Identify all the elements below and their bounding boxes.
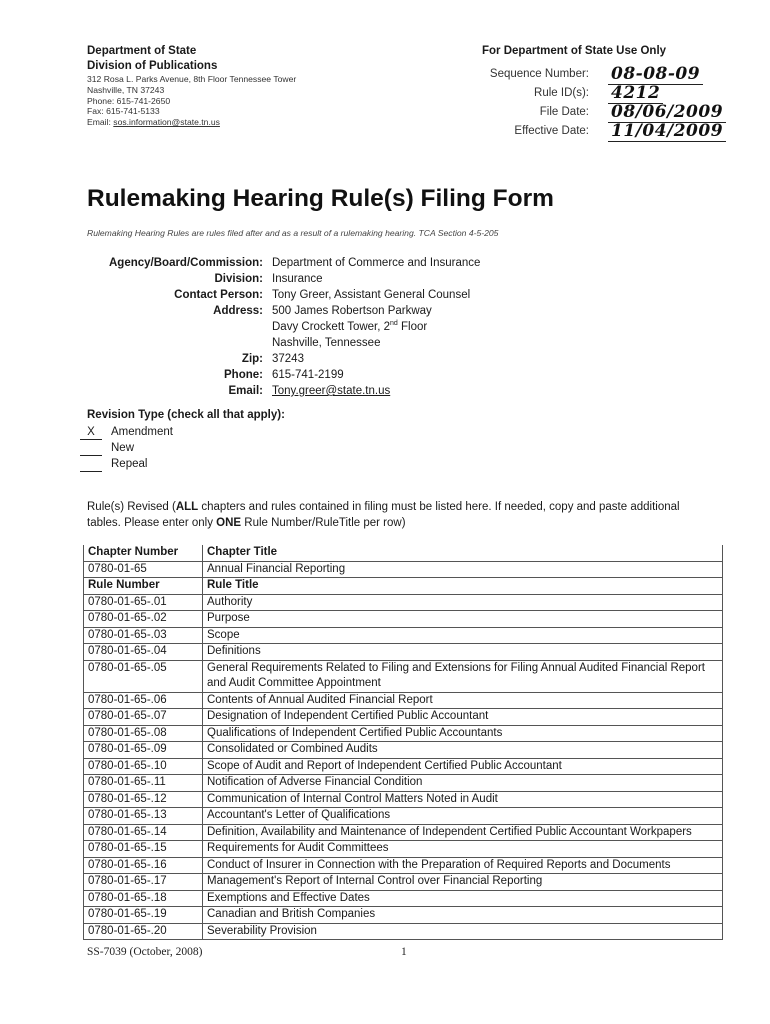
sequence-number-value: 08-08-09 xyxy=(608,64,703,85)
state-use-header: For Department of State Use Only xyxy=(482,45,667,57)
rules-table xyxy=(83,545,723,940)
rules-instr-pre: Rule(s) Revised ( xyxy=(87,501,176,513)
form-id: SS-7039 (October, 2008) xyxy=(87,946,203,958)
zip-row xyxy=(87,351,727,367)
chapter-title-header: Chapter Title xyxy=(203,545,723,561)
address-line-2 xyxy=(272,319,427,335)
rule-title-header: Rule Title xyxy=(203,578,723,595)
table-row xyxy=(84,758,723,775)
email-row xyxy=(87,383,727,399)
table-row xyxy=(84,808,723,825)
email-link[interactable]: Tony.greer@state.tn.us xyxy=(272,385,391,397)
file-date-label: File Date: xyxy=(539,106,589,118)
table-row xyxy=(84,857,723,874)
rule-number-cell[interactable]: 0780-01-65-.20 xyxy=(84,923,203,940)
rule-header-row xyxy=(84,578,723,595)
repeal-checkbox[interactable] xyxy=(80,457,102,472)
phone-label: Phone: xyxy=(224,369,263,381)
rule-number-cell[interactable]: 0780-01-65-.18 xyxy=(84,890,203,907)
department-address: 312 Rosa L. Parks Avenue, 8th Floor Tennessee Tower xyxy=(87,74,297,84)
amendment-label: Amendment xyxy=(111,426,174,438)
rule-title-cell[interactable]: Qualifications of Independent Certified Public Accountants xyxy=(203,725,723,742)
rule-number-cell[interactable]: 0780-01-65-.15 xyxy=(84,841,203,858)
rule-number-cell[interactable]: 0780-01-65-.11 xyxy=(84,775,203,792)
rule-title-cell[interactable]: Scope xyxy=(203,627,723,644)
rule-title-cell[interactable]: General Requirements Related to Filing and Extensions for Filing Annual Audited Financial Report and Audit Committee Appointment xyxy=(203,660,723,692)
rules-instr-one: ONE xyxy=(216,516,242,529)
table-row xyxy=(84,890,723,907)
rule-title-cell[interactable]: Definition, Availability and Maintenance of Independent Certified Public Accountant Workpapers xyxy=(203,824,723,841)
chapter-header-row xyxy=(84,545,723,561)
division-label: Division: xyxy=(214,273,263,285)
rule-number-cell[interactable]: 0780-01-65-.05 xyxy=(84,660,203,692)
zip-label: Zip: xyxy=(241,353,263,365)
table-row xyxy=(84,742,723,759)
address-line-1: 500 James Robertson Parkway xyxy=(272,305,432,317)
rule-id-value: 4212 xyxy=(608,83,663,104)
address-line-3: Nashville, Tennessee xyxy=(272,337,381,349)
table-row xyxy=(84,907,723,924)
new-checkbox[interactable] xyxy=(80,441,102,456)
agency-label: Agency/Board/Commission: xyxy=(109,257,263,269)
rule-title-cell[interactable]: Consolidated or Combined Audits xyxy=(203,742,723,759)
rule-number-cell[interactable]: 0780-01-65-.10 xyxy=(84,758,203,775)
rule-number-cell[interactable]: 0780-01-65-.04 xyxy=(84,644,203,661)
phone-row xyxy=(87,367,727,383)
rule-id-label: Rule ID(s): xyxy=(534,87,589,99)
chapter-number-cell[interactable]: 0780-01-65 xyxy=(84,561,203,578)
table-row xyxy=(84,775,723,792)
address-row xyxy=(87,303,727,319)
rule-title-cell[interactable]: Purpose xyxy=(203,611,723,628)
effective-date-value: 11/04/2009 xyxy=(608,121,726,142)
phone-value: 615-741-2199 xyxy=(272,369,344,381)
agency-block xyxy=(87,255,727,399)
rule-title-cell[interactable]: Scope of Audit and Report of Independent Certified Public Accountant xyxy=(203,758,723,775)
rule-number-cell[interactable]: 0780-01-65-.12 xyxy=(84,791,203,808)
department-email-link[interactable]: sos.information@state.tn.us xyxy=(113,117,220,128)
rules-instr-post: Rule Number/RuleTitle per row) xyxy=(241,516,406,529)
division-row xyxy=(87,271,727,287)
rule-title-cell[interactable]: Severability Provision xyxy=(203,923,723,940)
rule-number-cell[interactable]: 0780-01-65-.14 xyxy=(84,824,203,841)
table-row xyxy=(84,923,723,940)
rules-revised-instructions xyxy=(87,500,697,531)
chapter-title-cell[interactable]: Annual Financial Reporting xyxy=(203,561,723,578)
table-row xyxy=(84,791,723,808)
table-row xyxy=(84,627,723,644)
table-row xyxy=(84,709,723,726)
department-name: Department of State xyxy=(87,45,197,57)
new-label: New xyxy=(111,442,135,454)
table-row xyxy=(84,660,723,692)
rule-number-cell[interactable]: 0780-01-65-.19 xyxy=(84,907,203,924)
rule-title-cell[interactable]: Definitions xyxy=(203,644,723,661)
revision-type-header: Revision Type (check all that apply): xyxy=(87,409,285,421)
repeal-label: Repeal xyxy=(111,458,148,470)
rule-title-cell[interactable]: Management's Report of Internal Control over Financial Reporting xyxy=(203,874,723,891)
amendment-checkbox[interactable]: X xyxy=(80,425,102,440)
rule-title-cell[interactable]: Notification of Adverse Financial Condition xyxy=(203,775,723,792)
rule-title-cell[interactable]: Requirements for Audit Committees xyxy=(203,841,723,858)
department-city: Nashville, TN 37243 xyxy=(87,84,165,95)
department-block xyxy=(87,44,407,128)
zip-value: 37243 xyxy=(272,353,304,365)
department-email-label: Email: xyxy=(87,117,111,128)
address-line-2-text: Davy Crockett Tower, 2 xyxy=(272,321,391,333)
table-row xyxy=(84,692,723,709)
state-use-block xyxy=(482,44,732,141)
sequence-number-row xyxy=(482,65,732,84)
table-row xyxy=(84,611,723,628)
rule-number-cell[interactable]: 0780-01-65-.07 xyxy=(84,709,203,726)
rule-title-cell[interactable]: Contents of Annual Audited Financial Report xyxy=(203,692,723,709)
rule-number-cell[interactable]: 0780-01-65-.06 xyxy=(84,692,203,709)
rule-number-cell[interactable]: 0780-01-65-.17 xyxy=(84,874,203,891)
effective-date-row xyxy=(482,122,732,141)
rule-title-cell[interactable]: Exemptions and Effective Dates xyxy=(203,890,723,907)
rule-number-cell[interactable]: 0780-01-65-.01 xyxy=(84,594,203,611)
rule-title-cell[interactable]: Accountant's Letter of Qualifications xyxy=(203,808,723,825)
rule-title-cell[interactable]: Authority xyxy=(203,594,723,611)
effective-date-label: Effective Date: xyxy=(514,125,589,137)
chapter-number-header: Chapter Number xyxy=(84,545,203,561)
department-phone: Phone: 615-741-2650 xyxy=(87,95,171,106)
rule-id-row xyxy=(482,84,732,103)
rule-title-cell[interactable]: Communication of Internal Control Matters Noted in Audit xyxy=(203,791,723,808)
rule-title-cell[interactable]: Designation of Independent Certified Public Accountant xyxy=(203,709,723,726)
department-email-line xyxy=(87,117,407,128)
table-row xyxy=(84,824,723,841)
email-label: Email: xyxy=(228,385,263,397)
address-row-3 xyxy=(87,335,727,351)
contact-row xyxy=(87,287,727,303)
rule-number-cell[interactable]: 0780-01-65-.02 xyxy=(84,611,203,628)
department-fax: Fax: 615-741-5133 xyxy=(87,106,160,117)
form-title: Rulemaking Hearing Rule(s) Filing Form xyxy=(87,185,554,212)
rule-number-cell[interactable]: 0780-01-65-.08 xyxy=(84,725,203,742)
file-date-value: 08/06/2009 xyxy=(608,102,726,123)
form-subtitle: Rulemaking Hearing Rules are rules filed after and as a result of a rulemaking hearing. TCA Section 4-5-205 xyxy=(87,228,499,238)
agency-row xyxy=(87,255,727,271)
table-row xyxy=(84,874,723,891)
division-value: Insurance xyxy=(272,273,323,285)
contact-value: Tony Greer, Assistant General Counsel xyxy=(272,289,471,301)
address-row-2 xyxy=(87,319,727,335)
table-row xyxy=(84,594,723,611)
table-row xyxy=(84,725,723,742)
agency-value: Department of Commerce and Insurance xyxy=(272,257,481,269)
division-name: Division of Publications xyxy=(87,60,218,72)
sequence-number-label: Sequence Number: xyxy=(489,68,589,80)
table-row xyxy=(84,644,723,661)
address-line-2-sup: nd xyxy=(390,320,398,328)
rule-title-cell[interactable]: Conduct of Insurer in Connection with the Preparation of Required Reports and Documents xyxy=(203,857,723,874)
rule-number-header: Rule Number xyxy=(84,578,203,595)
rule-title-cell[interactable]: Canadian and British Companies xyxy=(203,907,723,924)
rule-number-cell[interactable]: 0780-01-65-.13 xyxy=(84,808,203,825)
page-number: 1 xyxy=(401,946,407,958)
address-line-2-floor: Floor xyxy=(397,321,428,333)
table-row xyxy=(84,841,723,858)
rule-number-cell[interactable]: 0780-01-65-.09 xyxy=(84,742,203,759)
rule-number-cell[interactable]: 0780-01-65-.16 xyxy=(84,857,203,874)
file-date-row xyxy=(482,103,732,122)
contact-label: Contact Person: xyxy=(174,289,263,301)
chapter-row xyxy=(84,561,723,578)
rule-number-cell[interactable]: 0780-01-65-.03 xyxy=(84,627,203,644)
address-label: Address: xyxy=(213,305,263,317)
rules-instr-all: ALL xyxy=(175,501,199,513)
rules-instr-mid: chapters and rules contained in filing must be listed here. If needed, copy and paste additional tables. Please enter only xyxy=(87,501,680,529)
